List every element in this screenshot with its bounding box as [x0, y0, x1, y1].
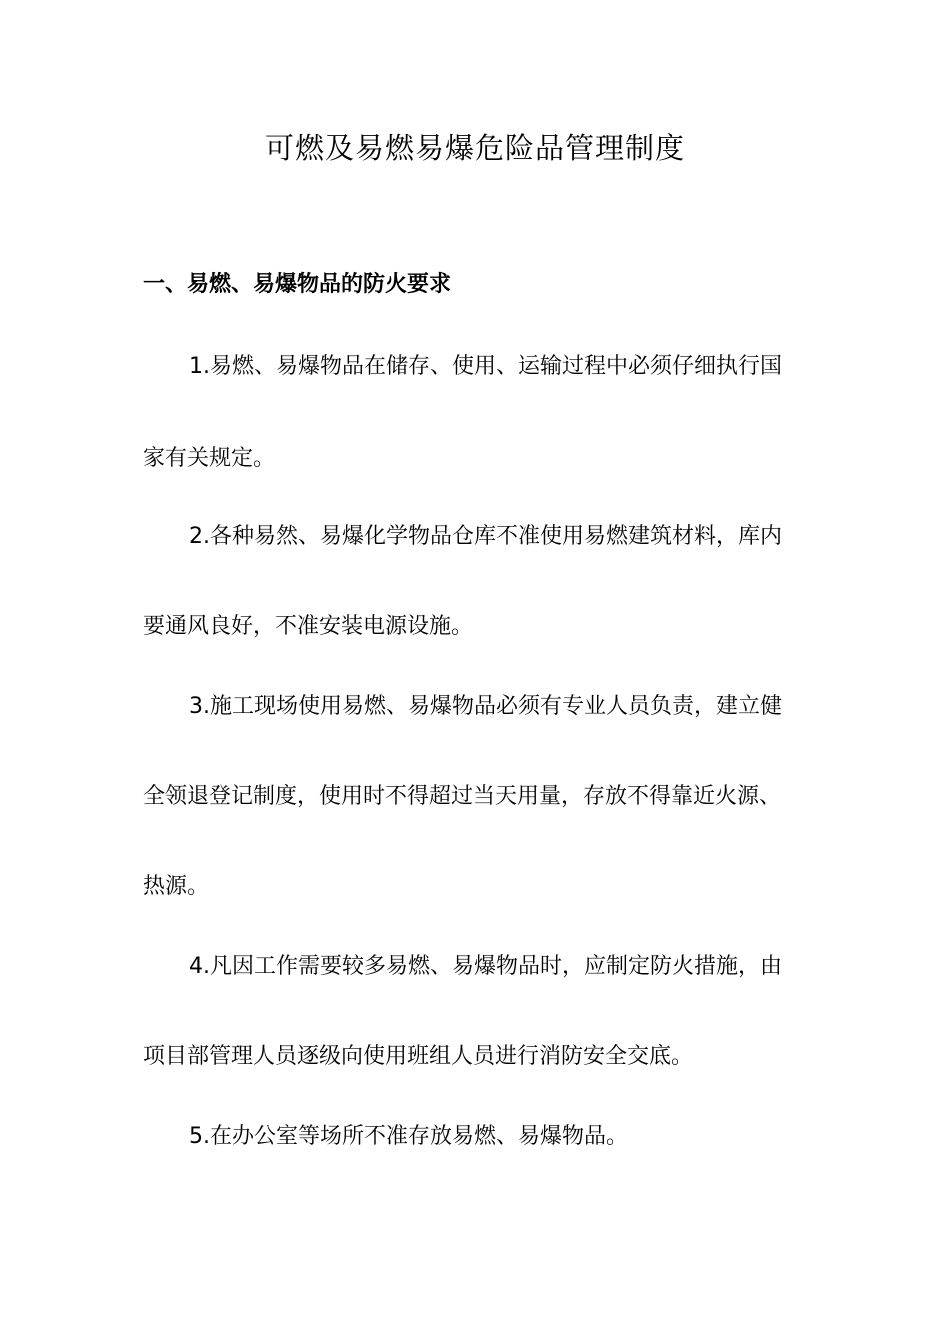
paragraph-line: 要通风良好，不准安装电源设施。 — [143, 614, 474, 639]
paragraph-line: 2.各种易然、易爆化学物品仓库不准使用易燃建筑材料，库内 — [189, 524, 782, 549]
paragraph-line: 热源。 — [143, 874, 210, 899]
paragraph-line: 项目部管理人员逐级向使用班组人员进行消防安全交底。 — [143, 1044, 694, 1069]
document-title: 可燃及易燃易爆危险品管理制度 — [264, 131, 685, 165]
paragraph-line: 5.在办公室等场所不准存放易燃、易爆物品。 — [189, 1124, 628, 1149]
paragraph-line: 3.施工现场使用易燃、易爆物品必须有专业人员负责，建立健 — [189, 694, 782, 719]
section-heading: 一、易燃、易爆物品的防火要求 — [143, 272, 452, 297]
paragraph-line: 1.易燃、易爆物品在储存、使用、运输过程中必须仔细执行国 — [189, 354, 782, 379]
paragraph-line: 全领退登记制度，使用时不得超过当天用量，存放不得靠近火源、 — [143, 784, 782, 809]
paragraph-line: 家有关规定。 — [143, 446, 276, 471]
paragraph-line: 4.凡因工作需要较多易燃、易爆物品时，应制定防火措施，由 — [189, 954, 782, 979]
